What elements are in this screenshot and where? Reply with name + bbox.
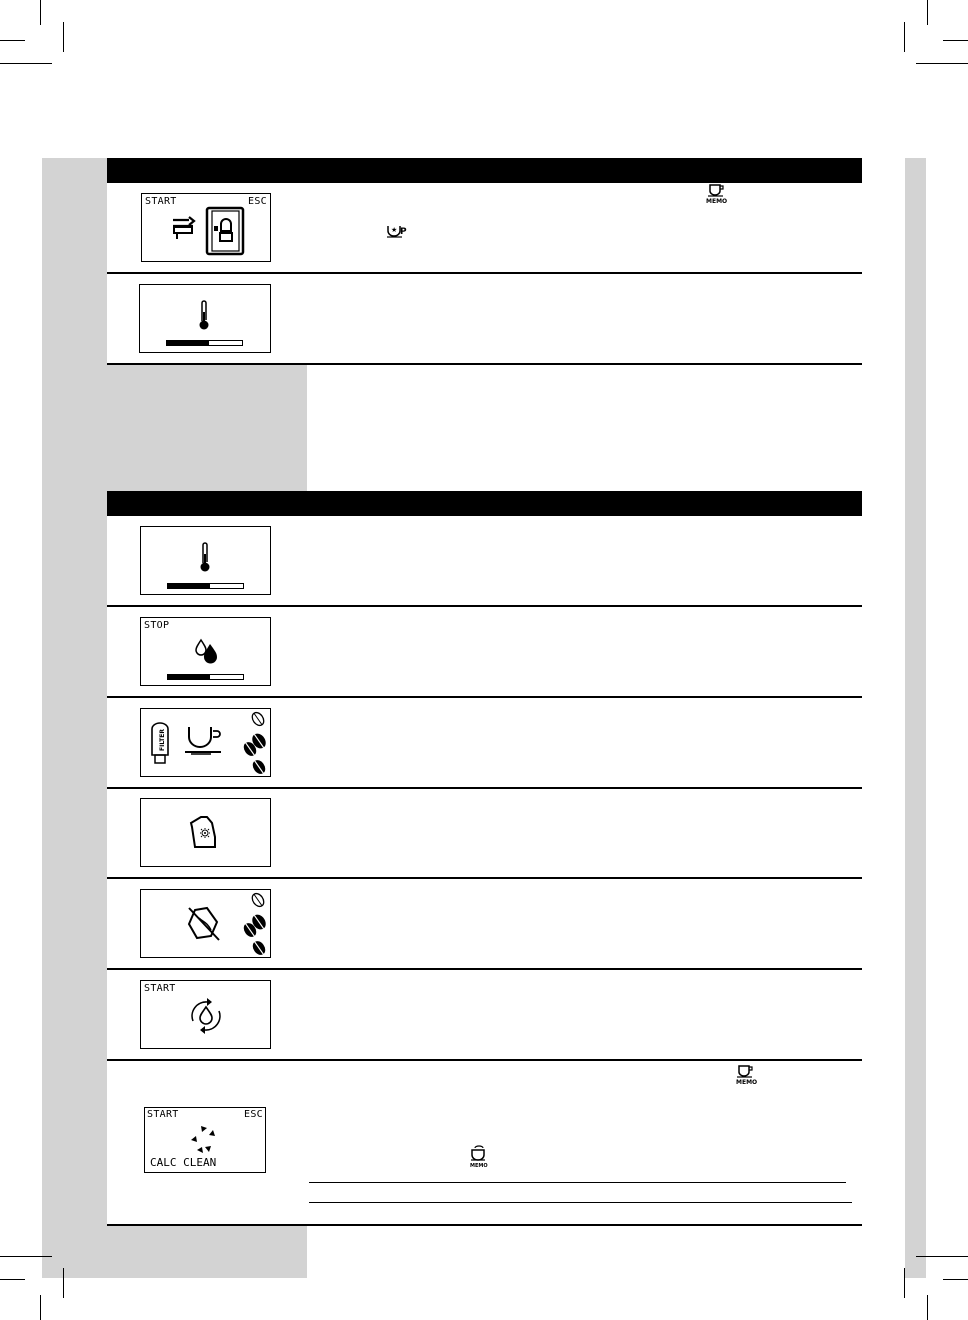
row-divider xyxy=(107,605,862,607)
table-header-bar xyxy=(107,158,862,183)
memo-cup-icon xyxy=(704,183,728,205)
crop-mark xyxy=(943,1279,968,1280)
row-divider xyxy=(107,787,862,789)
display-screen xyxy=(140,526,271,595)
svg-text:P: P xyxy=(400,227,407,237)
row-divider xyxy=(107,272,862,274)
heating-progress-bar xyxy=(167,583,244,589)
rotating-arrows-icon xyxy=(187,1122,221,1156)
crop-mark xyxy=(943,40,968,41)
svg-text:MEMO: MEMO xyxy=(736,1079,758,1086)
crop-mark xyxy=(0,1279,25,1280)
crop-mark xyxy=(927,0,928,25)
display-screen xyxy=(140,798,271,867)
row-divider xyxy=(107,363,862,365)
screen-start-label: START xyxy=(144,983,176,994)
row-divider xyxy=(107,1224,862,1226)
crop-mark xyxy=(40,1295,41,1320)
thermometer-icon xyxy=(197,300,211,332)
crop-mark xyxy=(40,0,41,25)
display-screen xyxy=(140,980,271,1049)
frother-to-container-icon xyxy=(170,206,260,256)
display-screen xyxy=(144,1107,266,1173)
crop-mark xyxy=(63,22,64,52)
filter-cartridge-icon xyxy=(149,721,171,767)
left-side-panel xyxy=(107,364,307,492)
calc-clean-label: CALC CLEAN xyxy=(150,1156,217,1169)
screen-esc-label: ESC xyxy=(244,1109,263,1120)
screen-start-label: START xyxy=(147,1109,179,1120)
svg-text:MEMO: MEMO xyxy=(470,1163,488,1169)
aroma-strength-icon xyxy=(386,224,408,240)
water-drops-icon xyxy=(193,638,221,666)
display-screen xyxy=(140,617,271,686)
progress-fill xyxy=(168,675,210,679)
note-divider xyxy=(309,1182,846,1183)
svg-text:★: ★ xyxy=(391,226,398,234)
no-ground-coffee-icon xyxy=(187,904,223,942)
descaler-bottle-icon xyxy=(187,813,227,851)
crop-mark xyxy=(927,1295,928,1320)
left-lower-column xyxy=(42,158,107,1278)
row-divider xyxy=(107,968,862,970)
crop-mark xyxy=(916,63,968,64)
note-divider xyxy=(309,1202,852,1203)
coffee-beans-icon xyxy=(242,711,270,777)
thermometer-icon xyxy=(198,542,212,574)
crop-mark xyxy=(63,1268,64,1298)
display-screen xyxy=(140,708,271,777)
crop-mark xyxy=(0,40,25,41)
screen-esc-label: ESC xyxy=(248,196,267,207)
crop-mark xyxy=(0,63,52,64)
coffee-beans-icon xyxy=(242,892,270,958)
row-divider xyxy=(107,696,862,698)
cup-icon xyxy=(183,723,233,757)
svg-text:MEMO: MEMO xyxy=(706,198,728,205)
row-divider xyxy=(107,1059,862,1061)
row-divider xyxy=(107,877,862,879)
right-margin-column xyxy=(905,158,926,1278)
left-bottom-panel xyxy=(107,1226,307,1278)
display-screen xyxy=(140,889,271,958)
screen-start-label: START xyxy=(145,196,177,207)
water-progress-bar xyxy=(167,674,244,680)
display-screen xyxy=(141,193,271,262)
crop-mark xyxy=(0,1256,52,1257)
crop-mark xyxy=(916,1256,968,1257)
memo-cup-icon xyxy=(733,1064,759,1086)
svg-text:FILTER: FILTER xyxy=(159,729,166,751)
progress-fill xyxy=(167,341,209,345)
rinse-cycle-icon xyxy=(187,997,225,1035)
display-screen xyxy=(139,284,271,353)
heating-progress-bar xyxy=(166,340,243,346)
table-header-bar xyxy=(107,491,862,516)
memo-cup-icon xyxy=(467,1143,489,1169)
progress-fill xyxy=(168,584,210,588)
screen-stop-label: STOP xyxy=(144,620,170,631)
crop-mark xyxy=(904,1268,905,1298)
crop-mark xyxy=(904,22,905,52)
